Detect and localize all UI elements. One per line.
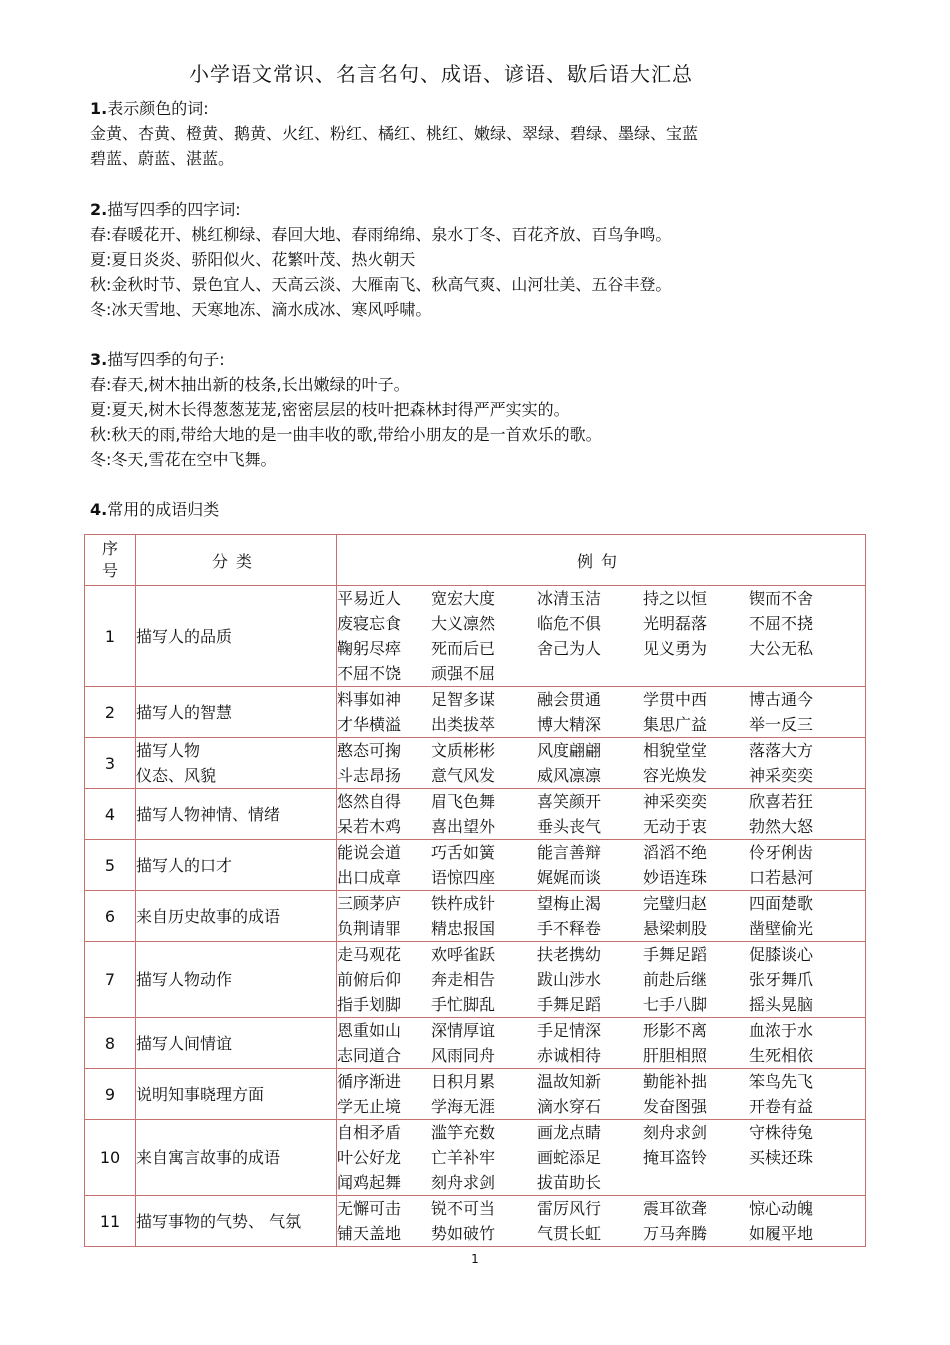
row-category [136,789,337,840]
idiom: 能言善辩 [537,843,602,862]
section-heading-text: 常用的成语归类 [107,500,220,519]
example-line [337,992,865,1017]
idiom: 伶牙俐齿 [749,843,814,862]
idiom: 七手八脚 [643,995,708,1014]
section-idioms [90,497,890,522]
example-line [337,1043,865,1068]
row-number: 7 [85,942,136,1018]
category-text: 描写人物 [136,741,201,760]
idiom: 雷厉风行 [537,1199,602,1218]
section-heading [90,497,890,522]
row-category [136,840,337,891]
idiom: 势如破竹 [431,1224,496,1243]
idiom: 垂头丧气 [537,817,602,836]
idiom: 容光焕发 [643,766,708,785]
row-examples [337,891,866,942]
example-line [337,712,865,737]
idiom: 四面楚歌 [749,894,814,913]
example-line [337,1145,865,1170]
row-number: 3 [85,738,136,789]
example-line [337,1196,865,1221]
table-row [85,789,866,840]
category-text: 描写事物的气势、 气氛 [136,1211,302,1231]
table-row [85,840,866,891]
idiom: 平易近人 [337,589,402,608]
idiom: 掩耳盗铃 [643,1148,708,1167]
idiom: 守株待兔 [749,1123,814,1142]
category-text: 来自历史故事的成语 [136,906,281,926]
idiom: 志同道合 [337,1046,402,1065]
idiom: 画龙点睛 [537,1123,602,1142]
idiom: 望梅止渴 [537,894,602,913]
table-row [85,1069,866,1120]
table-body [85,586,866,1247]
idiom: 刻舟求剑 [431,1173,496,1192]
example-line [337,1094,865,1119]
example-line [337,916,865,941]
example-line [337,967,865,992]
idiom: 融会贯通 [537,690,602,709]
row-examples [337,1196,866,1247]
idiom: 大公无私 [749,639,814,658]
row-category [136,738,337,789]
section-colors [90,96,890,171]
idiom: 跋山涉水 [537,970,602,989]
idiom: 悠然自得 [337,792,402,811]
idiom: 深情厚谊 [431,1021,496,1040]
idiom: 废寝忘食 [337,614,402,633]
idiom: 走马观花 [337,945,402,964]
category-text: 描写人的品质 [136,626,233,646]
section-line: 秋:金秋时节、景色宜人、天高云淡、大雁南飞、秋高气爽、山河壮美、五谷丰登。 [90,275,672,294]
idiom: 滥竽充数 [431,1123,496,1142]
idiom: 风雨同舟 [431,1046,496,1065]
row-examples [337,840,866,891]
idiom: 血浓于水 [749,1021,814,1040]
section-line: 冬:冬天,雪花在空中飞舞。 [90,450,277,469]
idiom: 手足情深 [537,1021,602,1040]
idiom: 威风凛凛 [537,766,602,785]
section-line: 夏:夏天,树木长得葱葱茏茏,密密层层的枝叶把森林封得严严实实的。 [90,400,570,419]
idiom: 气贯长虹 [537,1224,602,1243]
example-line [337,865,865,890]
idiom: 奔走相告 [431,970,496,989]
section-line: 金黄、杏黄、橙黄、鹅黄、火红、粉红、橘红、桃红、嫩绿、翠绿、碧绿、墨绿、宝蓝 [90,124,699,143]
idiom: 前赴后继 [643,970,708,989]
header-category: 分类 [136,535,337,586]
row-number: 4 [85,789,136,840]
idiom: 持之以恒 [643,589,708,608]
header-number-char: 序 [101,539,118,558]
row-category [136,891,337,942]
idiom: 集思广益 [643,715,708,734]
example-line [337,763,865,788]
row-category [136,1069,337,1120]
idiom: 喜出望外 [431,817,496,836]
idiom: 喜笑颜开 [537,792,602,811]
row-examples [337,942,866,1018]
idiom: 悬梁刺股 [643,919,708,938]
idiom: 大义凛然 [431,614,496,633]
page-number: 1 [471,1252,479,1266]
header-number-char: 号 [101,561,118,580]
idiom: 恩重如山 [337,1021,402,1040]
idiom: 自相矛盾 [337,1123,402,1142]
idiom: 勃然大怒 [749,817,814,836]
idiom: 手不释卷 [537,919,602,938]
idiom: 光明磊落 [643,614,708,633]
table-row [85,586,866,687]
idiom: 笨鸟先飞 [749,1072,814,1091]
example-line [337,891,865,916]
section-line: 春:春天,树木抽出新的枝条,长出嫩绿的叶子。 [90,375,410,394]
idiom: 学海无涯 [431,1097,496,1116]
idiom: 温故知新 [537,1072,602,1091]
idiom: 无动于衷 [643,817,708,836]
idiom: 滔滔不绝 [643,843,708,862]
row-number: 1 [85,586,136,687]
idiom: 万马奔腾 [643,1224,708,1243]
idiom: 娓娓而谈 [537,868,602,887]
header-number [85,535,136,586]
idiom: 无懈可击 [337,1199,402,1218]
idiom: 三顾茅庐 [337,894,402,913]
section-season-sentences [90,347,890,472]
idiom: 手舞足蹈 [643,945,708,964]
idiom: 舍己为人 [537,639,602,658]
table-row [85,942,866,1018]
row-number: 10 [85,1120,136,1196]
example-line [337,789,865,814]
idiom: 学贯中西 [643,690,708,709]
idiom: 憨态可掬 [337,741,402,760]
row-examples [337,789,866,840]
idiom: 前俯后仰 [337,970,402,989]
idiom: 宽宏大度 [431,589,496,608]
idiom: 日积月累 [431,1072,496,1091]
example-line [337,840,865,865]
row-number: 2 [85,687,136,738]
row-examples [337,687,866,738]
idiom: 摇头晃脑 [749,995,814,1014]
row-category [136,586,337,687]
idiom: 负荆请罪 [337,919,402,938]
section-number: 3. [90,350,108,369]
idiom: 形影不离 [643,1021,708,1040]
idiom: 如履平地 [749,1224,814,1243]
idiom: 亡羊补牢 [431,1148,496,1167]
idiom: 完璧归赵 [643,894,708,913]
table-row [85,1120,866,1196]
idiom: 买椟还珠 [749,1148,814,1167]
row-category [136,1120,337,1196]
idiom: 肝胆相照 [643,1046,708,1065]
example-line [337,814,865,839]
idiom: 叶公好龙 [337,1148,402,1167]
idiom: 指手划脚 [337,995,402,1014]
idiom: 举一反三 [749,715,814,734]
category-text: 来自寓言故事的成语 [136,1148,281,1167]
section-line: 冬:冰天雪地、天寒地冻、滴水成冰、寒风呼啸。 [90,300,432,319]
idiom: 凿壁偷光 [749,919,814,938]
idiom: 出口成章 [337,868,402,887]
idiom: 铺天盖地 [337,1224,402,1243]
section-line: 秋:秋天的雨,带给大地的是一曲丰收的歌,带给小朋友的是一首欢乐的歌。 [90,425,602,444]
section-heading [90,96,890,121]
category-text: 描写人物神情、情绪 [136,804,281,824]
section-heading-text: 表示颜色的词: [107,99,209,118]
idiom: 才华横溢 [337,715,402,734]
idiom: 精忠报国 [431,919,496,938]
row-examples [337,1018,866,1069]
idiom: 博大精深 [537,715,602,734]
example-line [337,738,865,763]
example-line [337,1120,865,1145]
idiom: 惊心动魄 [749,1199,814,1218]
example-line [337,586,865,611]
section-number: 1. [90,99,108,118]
idiom: 语惊四座 [431,868,496,887]
idiom: 文质彬彬 [431,741,496,760]
idiom: 鞠躬尽瘁 [337,639,402,658]
idiom: 震耳欲聋 [643,1199,708,1218]
idiom: 拔苗助长 [537,1173,602,1192]
row-category [136,1196,337,1247]
idiom: 妙语连珠 [643,868,708,887]
idiom: 料事如神 [337,690,402,709]
row-number: 11 [85,1196,136,1247]
section-line: 碧蓝、蔚蓝、湛蓝。 [90,149,235,168]
idiom: 风度翩翩 [537,741,602,760]
idiom: 落落大方 [749,741,814,760]
idiom: 手忙脚乱 [431,995,496,1014]
idiom: 见义勇为 [643,639,708,658]
idiom: 扶老携幼 [537,945,602,964]
section-heading [90,347,890,372]
table-header-row [85,535,866,586]
idiom: 滴水穿石 [537,1097,602,1116]
row-category [136,1018,337,1069]
row-examples [337,1120,866,1196]
idiom: 锐不可当 [431,1199,496,1218]
category-text: 描写人的口才 [136,855,233,875]
example-line [337,1170,865,1195]
page-title: 小学语文常识、名言名句、成语、谚语、歇后语大汇总 [189,62,693,86]
idiom: 出类拔萃 [431,715,496,734]
example-line [337,942,865,967]
idiom: 能说会道 [337,843,402,862]
row-examples [337,586,866,687]
idiom: 赤诚相待 [537,1046,602,1065]
idiom: 发奋图强 [643,1097,708,1116]
row-category [136,687,337,738]
idiom: 口若悬河 [749,868,814,887]
section-line: 夏:夏日炎炎、骄阳似火、花繁叶茂、热火朝天 [90,250,416,269]
section-number: 4. [90,500,108,519]
idiom: 开卷有益 [749,1097,814,1116]
row-number: 6 [85,891,136,942]
header-examples: 例句 [337,535,866,586]
idiom: 张牙舞爪 [749,970,814,989]
table-row [85,738,866,789]
idiom: 呆若木鸡 [337,817,402,836]
row-number: 8 [85,1018,136,1069]
category-text: 描写人的智慧 [136,702,233,722]
idiom: 刻舟求剑 [643,1123,708,1142]
idiom: 不屈不饶 [337,664,402,683]
section-season-words [90,197,890,322]
idiom: 足智多谋 [431,690,496,709]
idiom: 手舞足蹈 [537,995,602,1014]
example-line [337,1018,865,1043]
idiom: 闻鸡起舞 [337,1173,402,1192]
row-examples [337,1069,866,1120]
idiom: 意气风发 [431,766,496,785]
idiom: 顽强不屈 [431,664,496,683]
category-text: 描写人物动作 [136,970,233,989]
idiom: 斗志昂扬 [337,766,402,785]
idiom: 眉飞色舞 [431,792,496,811]
category-text: 仪态、风貌 [136,766,217,785]
idiom: 画蛇添足 [537,1148,602,1167]
idiom: 相貌堂堂 [643,741,708,760]
category-text: 说明知事晓理方面 [136,1084,265,1104]
category-text: 描写人间情谊 [136,1033,233,1053]
example-line [337,1221,865,1246]
row-examples [337,738,866,789]
table-row [85,891,866,942]
idiom: 神采奕奕 [749,766,814,785]
example-line [337,1069,865,1094]
table-row [85,687,866,738]
idiom: 巧舌如簧 [431,843,496,862]
section-heading-text: 描写四季的四字词: [107,200,241,219]
table-row [85,1018,866,1069]
section-number: 2. [90,200,108,219]
row-number: 9 [85,1069,136,1120]
table-row [85,1196,866,1247]
idiom: 锲而不舍 [749,589,814,608]
idiom: 冰清玉洁 [537,589,602,608]
example-line [337,661,865,686]
idiom: 神采奕奕 [643,792,708,811]
idiom-table [84,534,866,1247]
row-category [136,942,337,1018]
idiom: 欢呼雀跃 [431,945,496,964]
idiom: 博古通今 [749,690,814,709]
idiom: 不屈不挠 [749,614,814,633]
idiom: 学无止境 [337,1097,402,1116]
idiom: 铁杵成针 [431,894,496,913]
idiom: 循序渐进 [337,1072,402,1091]
idiom: 促膝谈心 [749,945,814,964]
idiom: 生死相依 [749,1046,814,1065]
example-line [337,636,865,661]
idiom: 临危不俱 [537,614,602,633]
section-heading-text: 描写四季的句子: [107,350,225,369]
row-number: 5 [85,840,136,891]
idiom: 死而后已 [431,639,496,658]
section-heading [90,197,890,222]
example-line [337,687,865,712]
example-line [337,611,865,636]
section-line: 春:春暖花开、桃红柳绿、春回大地、春雨绵绵、泉水丁冬、百花齐放、百鸟争鸣。 [90,225,672,244]
idiom: 勤能补拙 [643,1072,708,1091]
idiom: 欣喜若狂 [749,792,814,811]
